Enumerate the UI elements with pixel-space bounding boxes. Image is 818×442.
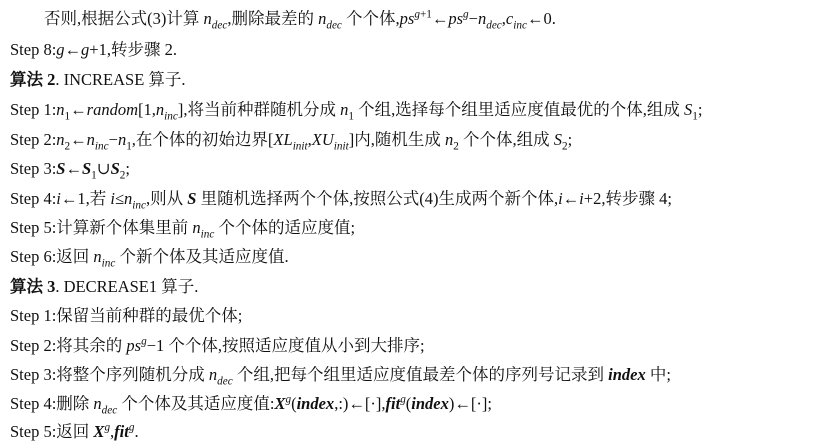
line-algo3-step3: Step 3:将整个序列随机分成 $n_{dec}$ 个组,把每个组里适应度值最差个体的序列号记录到 index 中;	[10, 365, 671, 388]
line-algo2-step6: Step 6:返回 $n_{inc}$ 个新个体及其适应度值.	[10, 247, 289, 270]
line-algo2-title: 算法 2. INCREASE 算子.	[10, 70, 186, 89]
line-algo3-step4: Step 4:删除 $n_{dec}$ 个个体及其适应度值$:X^g(index,:)\leftarrow[\cdot],fit^g(index)\leftarrow[\cdot]$;	[10, 393, 492, 417]
line-algo2-step2: Step $2:n_2\leftarrow n_{inc}-n_1$,在个体的初始边界$[XL_{init},XU_{init}]$内,随机生成 $n_2$ 个个体,组成 $S_2$;	[10, 130, 573, 153]
line-algo3-title: 算法 3. DECREASE1 算子.	[10, 277, 199, 296]
line-algo2-step1: Step $1:n_1\leftarrow random[1,n_{inc}]$,将当前种群随机分成 $n_1$ 个组,选择每个组里适应度值最优的个体,组成 $S_1$;	[10, 100, 703, 123]
line-algo3-step2: Step 2:将其余的 $ps^g-1$ 个个体,按照适应度值从小到大排序;	[10, 335, 425, 355]
line-else-clause: 否则,根据公式(3)计算 $n_{dec}$,删除最差的 $n_{dec}$ 个个体$,ps^{g+1}\leftarrow ps^g-n_{dec},c_{inc}\leftarrow 0$.	[44, 8, 556, 32]
line-algo3-step1: Step 1:保留当前种群的最优个体;	[10, 306, 243, 325]
line-algo3-step5: Step 5:返回 $X^g,fit^g$.	[10, 421, 139, 441]
line-algo2-step5: Step 5:计算新个体集里前 $n_{inc}$ 个个体的适应度值;	[10, 218, 356, 241]
line-step8: Step 8:g←g+1,转步骤 2.	[10, 40, 177, 59]
line-algo2-step4: Step 4:i←1,若 $i\le n_{inc}$,则从 S 里随机选择两个个体,按照公式(4)生成两个新个体,i←i+2,转步骤 4;	[10, 189, 672, 212]
line-algo2-step3: Step $3:S\leftarrow S_1\cup S_2$;	[10, 159, 130, 182]
